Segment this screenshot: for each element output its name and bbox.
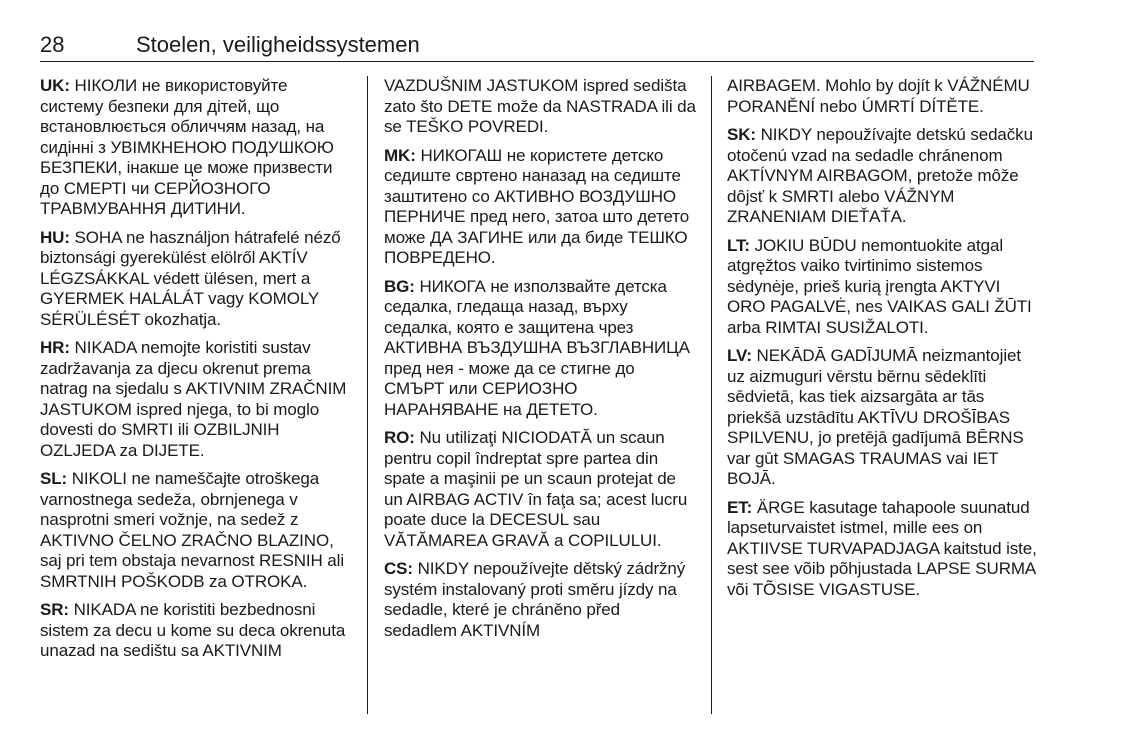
warning-paragraph-hr: [40, 338, 352, 461]
warning-paragraph-mk: [384, 146, 696, 269]
warning-text-hr: NIKADA nemojte koristiti sustav zadržavanja za djecu okrenut prema natrag na sjedalu s AKTIVNIM ZRAČNIM JASTUKOM ispred njega, to bi moglo dovesti do SMRTI ili OZBILJNIH OZLJEDA za DIJETE.: [40, 338, 347, 460]
warning-text-et: ÄRGE kasutage tahapoole suunatud lapseturvaistet istmel, mille ees on AKTIIVSE TURVAPADJAGA kaitstud iste, sest see võib põhjustada LAPSE SURMA või TÕSISE VIGASTUSE.: [727, 497, 1037, 599]
language-code-sk: SK:: [727, 125, 756, 144]
warning-paragraph-sr: [40, 600, 352, 662]
warning-paragraph-lv: [727, 346, 1037, 490]
warning-text-cs-continued: AIRBAGEM. Mohlo by dojít k VÁŽNÉMU PORANĚNÍ nebo ÚMRTÍ DÍTĚTE.: [727, 76, 1030, 116]
warning-text-sr: NIKADA ne koristiti bezbednosni sistem za decu u kome su deca okrenuta unazad na sedištu sa AKTIVNIM: [40, 600, 346, 660]
warning-paragraph-uk: [40, 76, 352, 220]
language-code-hu: HU:: [40, 227, 70, 247]
page-number: 28: [40, 32, 65, 57]
language-code-cs: CS:: [384, 559, 413, 578]
language-code-lv: LV:: [727, 346, 752, 365]
language-code-sr: SR:: [40, 600, 69, 619]
warning-text-lv: NEKĀDĀ GADĪJUMĀ neizmantojiet uz aizmuguri vērstu bērnu sēdeklīti sēdvietā, kas tiek aizsargāta ar tās priekšā uzstādītu AKTĪVU DROŠĪBAS SPILVENU, jo pretējā gadījumā BĒRNS var gūt SMAGAS TRAUMAS vai IET BOJĀ.: [727, 346, 1024, 488]
warning-text-cs: NIKDY nepoužívejte dětský zádržný systém instalovaný proti směru jízdy na sedadle, které je chráněno před sedadlem AKTIVNÍM: [384, 559, 686, 640]
language-code-bg: BG:: [384, 276, 415, 296]
warning-text-ro: Nu utilizaţi NICIODATĂ un scaun pentru copil îndreptat spre partea din spate a maşinii pe un scaun protejat de un AIRBAG ACTIV în faţa sa; acest lucru poate duce la DECESUL sau VĂTĂMAREA GRAVĂ a COPILULUI.: [384, 428, 688, 550]
warning-text-mk: НИКОГАШ не користете детско седиште свртено наназад на седиште заштитено со АКТИВНО ВОЗДУШНО ПЕРНИЧЕ пред него, затоа што детето може ДА ЗАГИНЕ или да биде ТЕШКО ПОВРЕДЕНО.: [384, 145, 690, 267]
warning-paragraph-et: [727, 498, 1037, 601]
warning-text-lt: JOKIU BŪDU nemontuokite atgal atgręžtos vaiko tvirtinimo sistemos sėdynėje, prieš kurią įrengta AKTYVI ORO PAGALVĖ, nes VAIKAS GALI ŽŪTI arba RIMTAI SUSIŽALOTI.: [727, 235, 1032, 337]
warning-text-uk: НІКОЛИ не використовуйте систему безпеки для дітей, що встановлюється обличчям назад, на сидінні з УВІМКНЕНОЮ ПОДУШКОЮ БЕЗПЕКИ, інакше це може призвести до СМЕРТІ чи СЕРЙОЗНОГО ТРАВМУВАННЯ ДИТИНИ.: [40, 76, 334, 218]
warning-paragraph-cs: [384, 559, 696, 641]
text-column-3: [727, 76, 1037, 716]
page-header: [40, 28, 1034, 62]
language-code-mk: MK:: [384, 145, 416, 165]
warning-text-hu: SOHA ne használjon hátrafelé néző biztonsági gyerekülést elölről AKTÍV LÉGZSÁKKAL védett ülésen, mert a GYERMEK HALÁLÁT vagy KOMOLY SÉRÜLÉSÉT okozhatja.: [40, 227, 341, 329]
language-code-lt: LT:: [727, 235, 750, 255]
language-code-uk: UK:: [40, 76, 70, 95]
warning-text-sl: NIKOLI ne nameščajte otroškega varnostnega sedeža, obrnjenega v nasprotni smeri vožnje, na sedež z AKTIVNO ČELNO ZRAČNO BLAZINO, saj pri tem obstaja nevarnost RESNIH ali SMRTNIH POŠKODB za OTROKA.: [40, 469, 345, 591]
language-code-et: ET:: [727, 497, 753, 517]
warning-paragraph-cs-continued: [727, 76, 1037, 117]
column-divider: [367, 76, 368, 714]
page-title: Stoelen, veiligheidssystemen: [136, 32, 420, 57]
warning-text-bg: НИКОГА не използвайте детска седалка, гледаща назад, върху седалка, която е защитена чрез АКТИВНА ВЪЗДУШНА ВЪЗГЛАВНИЦА пред нея - може да се стигне до СМЪРТ или СЕРИОЗНО НАРАНЯВАНЕ на ДЕТЕТО.: [384, 276, 690, 419]
text-column-1: [40, 76, 352, 716]
warning-text-sk: NIKDY nepoužívajte detskú sedačku otočenú vzad na sedadle chránenom AKTÍVNYM AIRBAGOM, pretože môže dôjsť k SMRTI alebo VÁŽNYM ZRANENIAM DIEŤAŤA.: [727, 125, 1033, 226]
warning-paragraph-sr-continued: [384, 76, 696, 138]
column-divider: [711, 76, 712, 714]
language-code-ro: RO:: [384, 428, 415, 447]
warning-paragraph-lt: [727, 236, 1037, 339]
warning-text-sr-continued: VAZDUŠNIM JASTUKOM ispred sedišta zato što DETE može da NASTRADA ili da se TEŠKO POVREDI.: [384, 76, 696, 136]
warning-paragraph-sl: [40, 469, 352, 592]
text-column-2: [384, 76, 696, 716]
warning-paragraph-bg: [384, 277, 696, 421]
language-code-sl: SL:: [40, 469, 68, 488]
language-code-hr: HR:: [40, 338, 70, 357]
warning-paragraph-hu: [40, 228, 352, 331]
warning-paragraph-ro: [384, 428, 696, 551]
warning-paragraph-sk: [727, 125, 1037, 228]
